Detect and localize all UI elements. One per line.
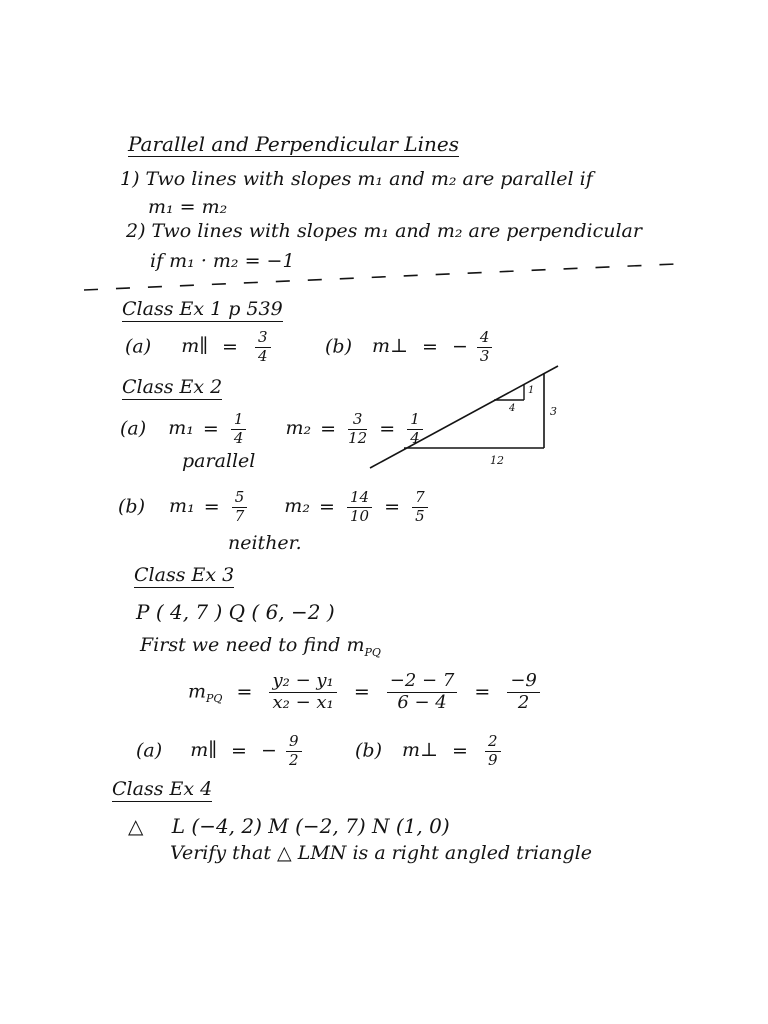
ex2-a-m2-equals-2: = — [379, 417, 396, 440]
rule-2-line-2: if m₁ · m₂ = −1 — [150, 250, 295, 272]
ex2-a-m1-fraction — [231, 412, 247, 447]
ex3-intro — [140, 636, 381, 658]
ex2-a-result: parallel — [182, 450, 256, 472]
ex3-fraction-2 — [387, 672, 458, 713]
big-run-label: 12 — [490, 454, 504, 467]
ex3-b-fraction — [485, 734, 501, 769]
ex2-b-m2: m₂ — [284, 495, 310, 518]
ex3-slope-lhs-sub: PQ — [206, 692, 223, 706]
ex3-f2-num: −2 − 7 — [387, 672, 458, 693]
ex3-a-fraction — [286, 734, 302, 769]
ex3-intro-sub: PQ — [364, 645, 381, 659]
ex2-b-m1-num: 5 — [232, 490, 248, 508]
ex3-f3-den: 2 — [517, 691, 530, 713]
ex3-eq-2: = — [353, 680, 370, 703]
ex1-a-fraction — [255, 330, 271, 365]
ex2-heading: Class Ex 2 — [122, 376, 223, 398]
ex3-b-lhs: m⊥ — [402, 739, 438, 762]
ex3-eq-3: = — [474, 680, 491, 703]
ex3-b-equals: = — [451, 739, 468, 762]
ex2-part-b — [118, 490, 431, 525]
ex3-fraction-1 — [269, 672, 336, 713]
ex4-statement: Verify that △ LMN is a right angled triangle — [170, 842, 593, 864]
ex3-b-num: 2 — [485, 734, 501, 752]
ex2-b-m1-den: 7 — [234, 506, 245, 525]
ex3-f3-num: −9 — [507, 672, 540, 693]
ex2-b-m2-num-2: 7 — [412, 490, 428, 508]
ex3-part-a — [136, 734, 305, 769]
ex3-a-label: (a) — [136, 739, 163, 762]
ex2-b-m2-fraction — [347, 490, 372, 525]
ex2-a-label: (a) — [120, 417, 147, 440]
ex2-b-m2-den: 10 — [349, 506, 370, 525]
ex2-b-m2-den-2: 5 — [415, 506, 425, 525]
triangle-icon: △ — [128, 814, 144, 838]
ex3-intro-text: First we need to find m — [140, 634, 365, 656]
ex2-a-m2-num-2: 1 — [407, 412, 423, 430]
ex2-a-m2-num: 3 — [348, 412, 367, 430]
ex3-a-equals: = — [231, 739, 247, 762]
ex3-heading: Class Ex 3 — [134, 564, 235, 586]
ex2-b-m1-equals: = — [203, 495, 220, 518]
ex4-heading: Class Ex 4 — [112, 778, 213, 800]
big-rise-label: 3 — [550, 405, 557, 418]
hypotenuse-line — [370, 366, 558, 468]
ex2-a-m2-den-2: 4 — [410, 428, 420, 447]
ex3-eq-1: = — [236, 680, 253, 703]
slope-triangle-diagram — [362, 360, 562, 470]
small-run-label: 4 — [509, 403, 516, 414]
ex1-a-den: 4 — [258, 346, 268, 365]
ex1-a-num: 3 — [255, 330, 271, 348]
ex1-a-lhs: m∥ — [181, 335, 208, 358]
ex1-heading: Class Ex 1 p 539 — [122, 298, 283, 320]
ex3-f1-den: x₂ − x₁ — [272, 691, 334, 713]
ex1-a-label: (a) — [125, 335, 152, 358]
ex2-a-m2-equals: = — [320, 417, 337, 440]
rule-1-line-1: 1) Two lines with slopes m₁ and m₂ are parallel if — [120, 168, 593, 190]
ex3-part-b — [355, 734, 504, 769]
ex3-a-lhs: m∥ — [190, 739, 217, 762]
ex1-a-equals: = — [222, 335, 238, 358]
ex2-b-m2-fraction-2 — [412, 490, 428, 525]
ex1-b-equals: = — [421, 335, 438, 358]
rule-2-line-1: 2) Two lines with slopes m₁ and m₂ are perpendicular — [126, 220, 642, 242]
ex3-a-den: 2 — [288, 750, 299, 769]
ex2-a-m1: m₁ — [168, 417, 194, 440]
ex3-f2-den: 6 − 4 — [397, 691, 447, 713]
ex1-b-lhs: m⊥ — [372, 335, 408, 358]
ex2-b-m2-equals: = — [318, 495, 335, 518]
ex2-b-m2-num: 14 — [347, 490, 372, 508]
ex2-b-m1-fraction — [232, 490, 248, 525]
page-title: Parallel and Perpendicular Lines — [128, 132, 459, 156]
ex1-b-label: (b) — [325, 335, 352, 358]
ex1-b-sign: − — [451, 335, 468, 358]
ex2-b-m1: m₁ — [169, 495, 195, 518]
ex3-b-label: (b) — [355, 739, 382, 762]
ex3-b-den: 9 — [487, 750, 498, 769]
ex1-part-a — [125, 330, 274, 365]
ex1-b-den: 3 — [479, 346, 490, 365]
ex2-a-m1-equals: = — [202, 417, 219, 440]
ex3-slope-formula — [188, 672, 543, 713]
ex4-points: L (−4, 2) M (−2, 7) N (1, 0) — [171, 814, 450, 838]
ex2-b-m2-equals-2: = — [384, 495, 401, 518]
ex3-f1-num: y₂ − y₁ — [269, 672, 336, 693]
ex2-a-m2-den: 12 — [348, 428, 368, 447]
dashed-separator — [80, 258, 692, 294]
ex3-slope-lhs: m — [188, 680, 207, 703]
ex2-a-m2: m₂ — [285, 417, 312, 440]
ex2-b-result: neither. — [228, 532, 302, 554]
ex3-fraction-3 — [507, 672, 540, 713]
ex3-points: P ( 4, 7 ) Q ( 6, −2 ) — [136, 600, 335, 624]
ex2-b-label: (b) — [118, 495, 145, 518]
rule-1-line-2: m₁ = m₂ — [148, 196, 228, 218]
ex3-a-sign: − — [261, 739, 277, 762]
ex3-a-num: 9 — [286, 734, 302, 752]
ex4-points-line — [128, 816, 450, 836]
ex2-a-m1-den: 4 — [233, 428, 244, 447]
small-rise-label: 1 — [528, 385, 535, 396]
ex2-a-m1-num: 1 — [231, 412, 247, 430]
ex1-b-num: 4 — [477, 330, 493, 348]
